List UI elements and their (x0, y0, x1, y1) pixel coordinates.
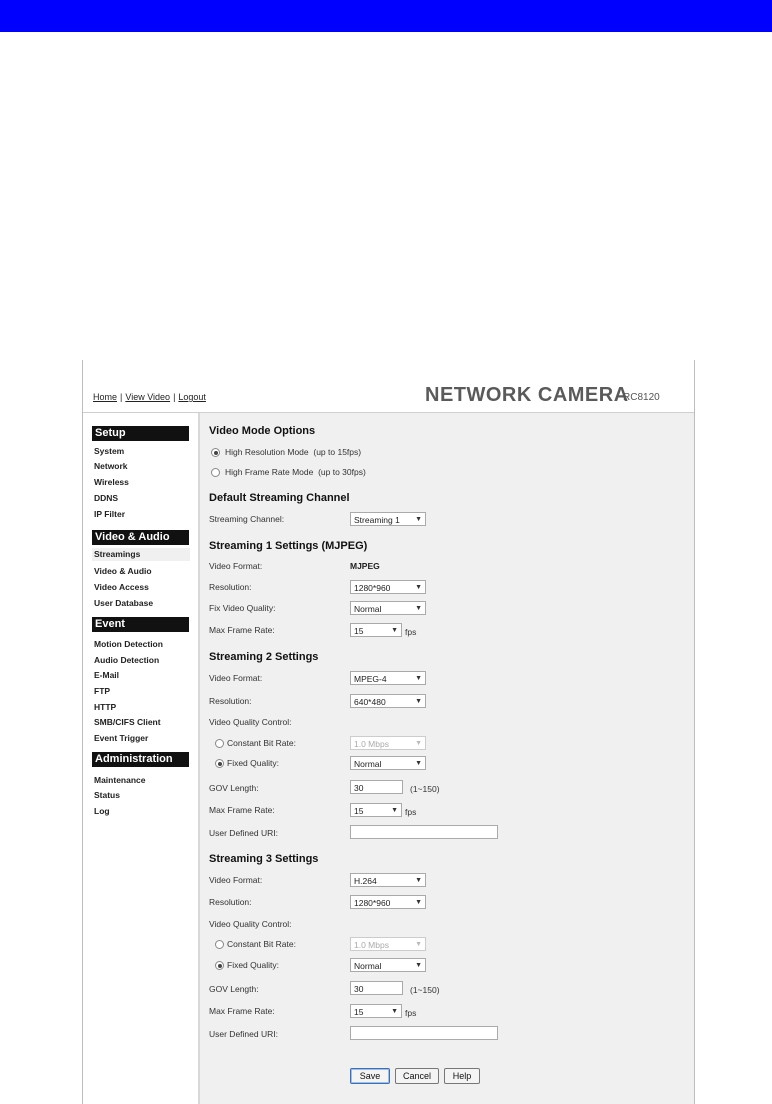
view-video-link[interactable]: View Video (125, 392, 171, 402)
sidebar-section-event: Event (92, 617, 189, 632)
logout-link[interactable]: Logout (178, 392, 206, 402)
stream1-resolution-select[interactable]: 1280*960 ▼ (350, 580, 426, 594)
stream2-framerate-label: Max Frame Rate: (209, 805, 275, 815)
stream2-fps-unit: fps (405, 807, 417, 817)
sidebar-item-wireless[interactable]: Wireless (94, 477, 129, 487)
stream3-format-select[interactable]: H.264 ▼ (350, 873, 426, 887)
sidebar-item-system[interactable]: System (94, 446, 125, 456)
sidebar-item-log[interactable]: Log (94, 806, 110, 816)
stream2-uri-label: User Defined URI: (209, 828, 278, 838)
stream1-quality-select[interactable]: Normal ▼ (350, 601, 426, 615)
stream2-cbr-select[interactable]: 1.0 Mbps ▼ (350, 736, 426, 750)
sidebar-item-network[interactable]: Network (94, 461, 128, 471)
stream1-quality-label: Fix Video Quality: (209, 603, 276, 613)
sidebar-item-ddns[interactable]: DDNS (94, 493, 119, 503)
sidebar-item-event-trigger[interactable]: Event Trigger (94, 733, 149, 743)
top-banner (0, 0, 772, 32)
save-button[interactable]: Save (350, 1068, 390, 1084)
brand-title: NETWORK CAMERA (425, 384, 629, 406)
stream3-fixed-quality-radio[interactable] (215, 961, 224, 970)
stream3-fixed-quality-label: Fixed Quality: (227, 960, 279, 970)
stream1-format-value: MJPEG (350, 561, 380, 571)
high-resolution-mode-radio[interactable] (211, 448, 220, 457)
stream2-gov-length-input[interactable]: 30 (350, 780, 403, 794)
stream1-format-label: Video Format: (209, 561, 263, 571)
stream3-gov-range: (1~150) (410, 985, 440, 995)
high-frame-rate-mode-radio[interactable] (211, 468, 220, 477)
stream3-resolution-select[interactable]: 1280*960 ▼ (350, 895, 426, 909)
model-number: RC8120 (623, 392, 660, 403)
sidebar (83, 413, 197, 1104)
stream3-framerate-select[interactable]: 15 ▼ (350, 1004, 402, 1018)
help-button[interactable]: Help (444, 1068, 480, 1084)
stream3-cbr-radio[interactable] (215, 940, 224, 949)
stream3-resolution-label: Resolution: (209, 897, 252, 907)
stream3-fps-unit: fps (405, 1008, 417, 1018)
stream2-uri-input[interactable] (350, 825, 498, 839)
stream3-uri-input[interactable] (350, 1026, 498, 1040)
stream3-format-label: Video Format: (209, 875, 263, 885)
sidebar-item-email[interactable]: E-Mail (94, 670, 120, 680)
sidebar-item-ftp[interactable]: FTP (94, 686, 111, 696)
page-header (83, 360, 694, 412)
stream2-fixed-quality-radio[interactable] (215, 759, 224, 768)
streaming-channel-select[interactable]: Streaming 1 ▼ (350, 512, 426, 526)
stream3-quality-control-label: Video Quality Control: (209, 919, 292, 929)
sidebar-item-streamings[interactable]: Streamings (92, 548, 190, 561)
sidebar-item-user-database[interactable]: User Database (94, 598, 154, 608)
sidebar-section-setup: Setup (92, 426, 189, 441)
link-separator: | (173, 392, 176, 402)
stream2-gov-length-label: GOV Length: (209, 783, 259, 793)
stream2-fixed-quality-select[interactable]: Normal ▼ (350, 756, 426, 770)
stream2-cbr-label: Constant Bit Rate: (227, 738, 296, 748)
sidebar-item-video-audio[interactable]: Video & Audio (94, 566, 152, 576)
stream3-cbr-select[interactable]: 1.0 Mbps ▼ (350, 937, 426, 951)
sidebar-item-maintenance[interactable]: Maintenance (94, 775, 146, 785)
high-frame-rate-mode-label: High Frame Rate Mode (up to 30fps) (225, 467, 366, 477)
stream3-gov-length-label: GOV Length: (209, 984, 259, 994)
cancel-button[interactable]: Cancel (395, 1068, 439, 1084)
stream3-title: Streaming 3 Settings (209, 853, 319, 865)
top-links (93, 392, 206, 402)
video-mode-title: Video Mode Options (209, 425, 316, 437)
stream1-framerate-select[interactable]: 15 ▼ (350, 623, 402, 637)
stream1-framerate-label: Max Frame Rate: (209, 625, 275, 635)
stream1-fps-unit: fps (405, 627, 417, 637)
stream3-fixed-quality-select[interactable]: Normal ▼ (350, 958, 426, 972)
stream2-title: Streaming 2 Settings (209, 651, 319, 663)
stream3-gov-length-input[interactable]: 30 (350, 981, 403, 995)
stream2-framerate-select[interactable]: 15 ▼ (350, 803, 402, 817)
stream3-cbr-label: Constant Bit Rate: (227, 939, 296, 949)
stream3-uri-label: User Defined URI: (209, 1029, 278, 1039)
settings-panel (200, 413, 694, 1104)
stream2-gov-range: (1~150) (410, 784, 440, 794)
stream2-quality-control-label: Video Quality Control: (209, 717, 292, 727)
stream2-resolution-label: Resolution: (209, 696, 252, 706)
stream1-title: Streaming 1 Settings (MJPEG) (209, 540, 368, 552)
link-separator: | (120, 392, 123, 402)
sidebar-section-administration: Administration (92, 752, 189, 767)
camera-web-ui (82, 360, 695, 1104)
streaming-channel-label: Streaming Channel: (209, 514, 285, 524)
high-resolution-mode-label: High Resolution Mode (up to 15fps) (225, 447, 362, 457)
stream1-resolution-label: Resolution: (209, 582, 252, 592)
stream2-resolution-select[interactable]: 640*480 ▼ (350, 694, 426, 708)
stream2-cbr-radio[interactable] (215, 739, 224, 748)
stream2-fixed-quality-label: Fixed Quality: (227, 758, 279, 768)
sidebar-item-audio-detection[interactable]: Audio Detection (94, 655, 160, 665)
sidebar-item-smb-cifs-client[interactable]: SMB/CIFS Client (94, 717, 161, 727)
sidebar-section-video-audio: Video & Audio (92, 530, 189, 545)
default-streaming-channel-title: Default Streaming Channel (209, 492, 350, 504)
stream2-format-select[interactable]: MPEG-4 ▼ (350, 671, 426, 685)
sidebar-item-ip-filter[interactable]: IP Filter (94, 509, 126, 519)
stream2-format-label: Video Format: (209, 673, 263, 683)
sidebar-item-motion-detection[interactable]: Motion Detection (94, 639, 163, 649)
stream3-framerate-label: Max Frame Rate: (209, 1006, 275, 1016)
sidebar-item-video-access[interactable]: Video Access (94, 582, 149, 592)
sidebar-item-http[interactable]: HTTP (94, 702, 117, 712)
home-link[interactable]: Home (93, 392, 118, 402)
sidebar-item-status[interactable]: Status (94, 790, 120, 800)
